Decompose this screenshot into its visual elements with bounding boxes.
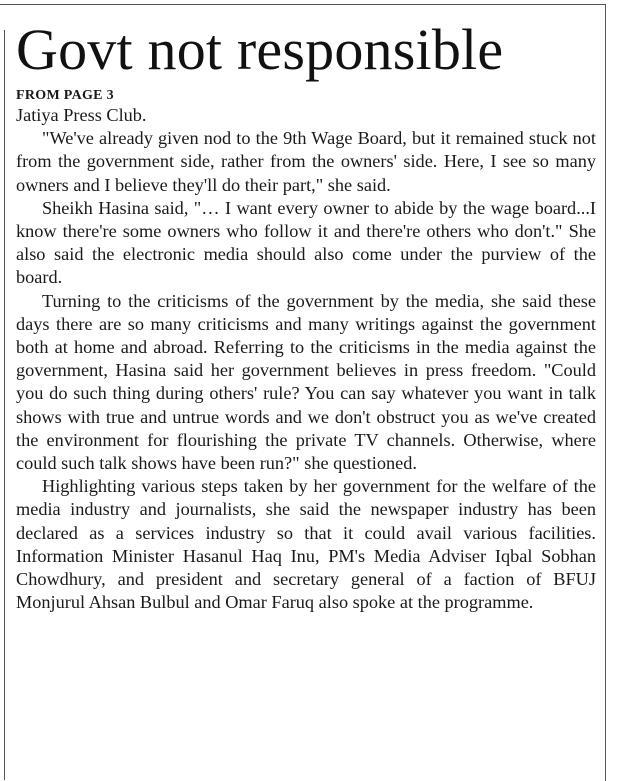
paragraph-4: Turning to the criticisms of the government by the media, she said these days there are so many criticisms and many writings against the government both at home and abroad. Referring to the criticisms in the media against the government, Hasina said her government believes in press freedom. "Could you do such thing during others' rule? You can say whatever you want in talk shows with true and untrue words and we don't obstruct you as we've created the environment for flourishing the private TV channels. Otherwise, where could such talk shows have been run?" she questioned. <box>16 290 596 474</box>
jump-line: FROM PAGE 3 <box>16 88 114 103</box>
paragraph-3: Sheikh Hasina said, "… I want every owner to abide by the wage board...I know there're some owners who follow it and there're others who don't." She also said the electronic media should also come under the purview of the board. <box>16 197 596 288</box>
left-column-rule <box>4 30 5 780</box>
headline: Govt not responsible <box>16 17 504 82</box>
top-border-rule <box>0 4 605 5</box>
paragraph-5: Highlighting various steps taken by her government for the welfare of the media industry and journalists, she said the newspaper industry has been declared as a services industry so that it could avail various facilities. Information Minister Hasanul Haq Inu, PM's Media Adviser Iqbal Sobhan Chowdhury, and president and secretary general of a faction of BFUJ Monjurul Ahsan Bulbul and Omar Faruq also spoke at the programme. <box>16 476 596 613</box>
paragraph-2: "We've already given nod to the 9th Wage Board, but it remained stuck not from the government side, rather from the owners' side. Here, I see so many owners and I believe they'll do their part," she said. <box>16 128 596 195</box>
news-article <box>16 18 596 614</box>
paragraph-1: Jatiya Press Club. <box>16 105 147 125</box>
article-body <box>16 104 596 614</box>
right-column-rule <box>605 4 606 781</box>
